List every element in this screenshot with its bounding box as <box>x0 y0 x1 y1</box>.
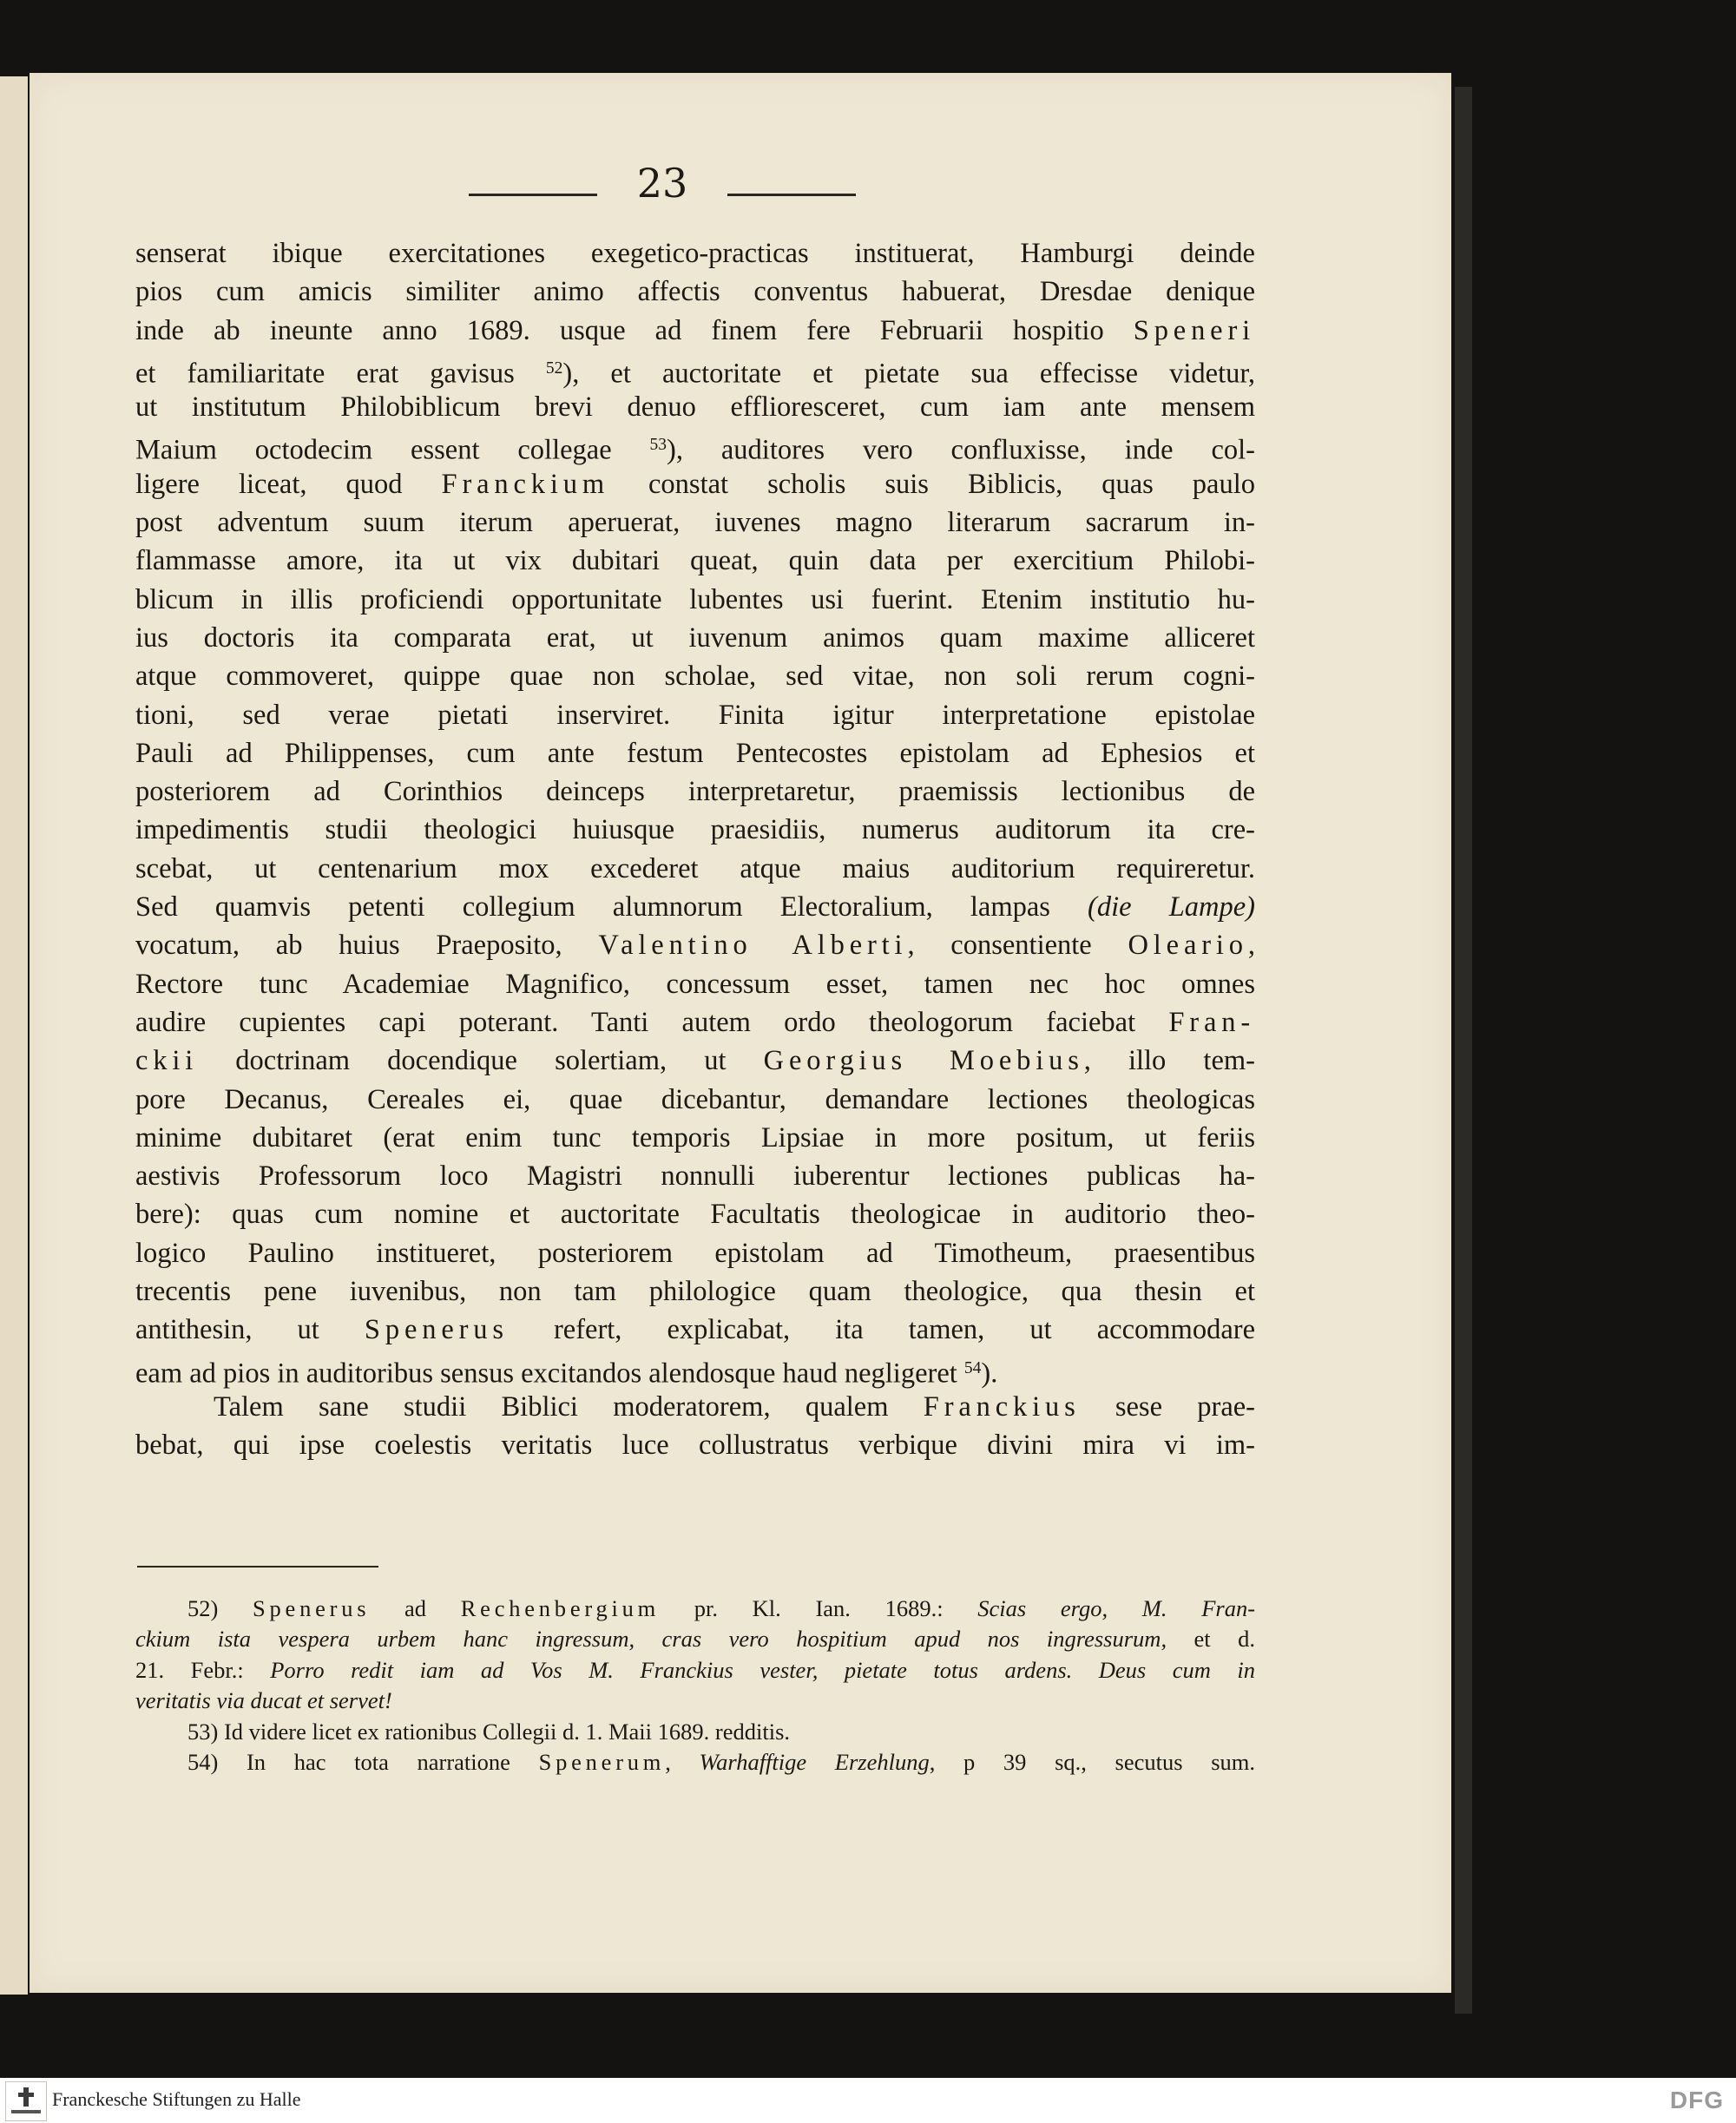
text-run: sese prae- <box>1080 1390 1255 1423</box>
text-line <box>135 888 1255 926</box>
text-run: eam ad pios in auditoribus sensus excitandos alendosque haud negligeret <box>135 1357 964 1390</box>
text-line <box>135 465 1255 503</box>
text-run: 21. Febr.: <box>135 1656 271 1683</box>
dfg-logo: DFG <box>1669 2087 1724 2113</box>
text-run: doctrinam docendique solertiam, ut <box>198 1045 764 1077</box>
text-line <box>135 1119 1255 1157</box>
text-line <box>135 1195 1255 1233</box>
text-run: senserat ibique exercitationes exegetico-practicas instituerat, Hamburgi deinde <box>135 238 1255 269</box>
text-run: ad <box>370 1595 461 1621</box>
text-run: atque commoveret, quippe quae non scholae, sed vitae, non soli rerum cogni- <box>135 661 1255 693</box>
text-run: 53) Id videre licet ex rationibus Collegii d. 1. Maii 1689. redditis. <box>187 1718 791 1745</box>
italic-text: Scias ergo, M. Fran- <box>977 1595 1256 1621</box>
footnote-line <box>135 1655 1255 1686</box>
text-run: 52) <box>187 1595 253 1621</box>
text-run: , <box>1247 930 1256 962</box>
text-line <box>135 1157 1255 1195</box>
text-line <box>135 657 1255 695</box>
text-run: 54) In hac tota narratione <box>187 1748 539 1775</box>
footnote-marker: 54 <box>963 1358 982 1377</box>
text-line <box>135 542 1255 580</box>
text-line <box>135 696 1255 734</box>
footnote-line <box>135 1624 1255 1654</box>
text-run: , consentiente <box>907 930 1128 962</box>
italic-text: Warhafftige Erzehlung <box>699 1748 930 1775</box>
text-run: ), et auctoritate et pietate sua effecisse videtur, <box>562 358 1255 390</box>
text-run: pios cum amicis similiter animo affectis conventus habuerat, Dresdae denique <box>135 276 1255 308</box>
facing-page-edge <box>0 76 28 1995</box>
text-run: vocatum, ab huius Praeposito, <box>135 930 599 962</box>
spaced-name: Franckium <box>441 468 609 500</box>
text-line <box>135 1234 1255 1272</box>
text-line <box>135 926 1255 964</box>
text-run: , illo tem- <box>1083 1045 1255 1077</box>
text-run: pr. Kl. Ian. 1689.: <box>660 1595 978 1621</box>
footnote-marker: 52 <box>545 358 563 378</box>
book-binding-edge <box>1455 87 1472 2014</box>
spaced-name: Speneri <box>1133 314 1255 346</box>
text-line <box>135 772 1255 811</box>
italic-text: ckium ista vespera urbem hanc ingressum, cras vero hospitium apud nos ingressurum, <box>135 1626 1167 1653</box>
text-line <box>135 1272 1255 1311</box>
text-line <box>135 503 1255 542</box>
text-run: inde ab ineunte anno 1689. usque ad finem fere Februarii hospitio <box>135 314 1134 346</box>
text-run: impedimentis studii theologici huiusque praesidiis, numerus auditorum ita cre- <box>135 814 1255 846</box>
footnotes <box>135 1594 1255 1778</box>
spaced-name: Fran- <box>1168 1006 1255 1038</box>
text-run: Talem sane studii Biblici moderatorem, qualem <box>214 1390 924 1423</box>
text-run: scebat, ut centenarium mox excederet atque maius auditorium requireretur. <box>135 852 1255 884</box>
italic-text: Porro redit iam ad Vos M. Franckius vester, pietate totus ardens. Deus cum in <box>270 1656 1255 1683</box>
text-run: antithesin, ut <box>135 1314 365 1346</box>
text-line <box>135 388 1255 426</box>
footnote-rule <box>137 1566 378 1568</box>
footnote-line <box>135 1686 1255 1716</box>
text-run: blicum in illis proficiendi opportunitate lubentes usi fuerint. Etenim institutio hu- <box>135 583 1255 615</box>
text-run: ). <box>981 1357 998 1390</box>
institution-name: Franckesche Stiftungen zu Halle <box>52 2088 301 2110</box>
text-line <box>135 965 1255 1003</box>
text-run: et d. <box>1167 1626 1255 1653</box>
text-line <box>135 1388 1255 1426</box>
text-line <box>135 734 1255 772</box>
footnote-line <box>135 1717 1255 1747</box>
text-run: tioni, sed verae pietati inserviret. Finita igitur interpretatione epistolae <box>135 699 1255 731</box>
text-line <box>135 1081 1255 1119</box>
text-run: pore Decanus, Cereales ei, quae dicebantur, demandare lectiones theologicas <box>135 1083 1255 1115</box>
text-line <box>135 350 1255 388</box>
text-run: et familiaritate erat gavisus <box>135 358 546 390</box>
text-run: Maium octodecim essent collegae <box>135 435 650 467</box>
text-run: bebat, qui ipse coelestis veritatis luce collustratus verbique divini mira vi im- <box>135 1430 1255 1462</box>
italic-text: veritatis via ducat et servet! <box>135 1687 392 1714</box>
spaced-name: Oleario <box>1128 930 1248 962</box>
text-run: ut institutum Philobiblicum brevi denuo efflioresceret, cum iam ante mensem <box>135 391 1255 424</box>
text-run: aestivis Professorum loco Magistri nonnulli iuberentur lectiones publicas ha- <box>135 1160 1255 1193</box>
text-run: minime dubitaret (erat enim tunc temporis Lipsiae in more positum, ut feriis <box>135 1121 1255 1154</box>
spaced-name: Franckius <box>923 1390 1081 1423</box>
text-line <box>135 1426 1255 1464</box>
text-run: flammasse amore, ita ut vix dubitari queat, quin data per exercitium Philobi- <box>135 545 1255 577</box>
text-line <box>135 426 1255 467</box>
text-run: Rectore tunc Academiae Magnifico, concessum esset, tamen nec hoc omnes <box>135 968 1255 1000</box>
text-line <box>135 273 1255 311</box>
text-line <box>135 811 1255 849</box>
text-run: ligere liceat, quod <box>135 468 442 500</box>
text-line <box>135 850 1255 888</box>
spaced-name: Valentino Alberti <box>598 930 908 962</box>
header-rule-left <box>469 194 597 196</box>
text-run: post adventum suum iterum aperuerat, iuvenes magno literarum sacrarum in- <box>135 507 1255 539</box>
text-run: ), auditores vero confluxisse, inde col- <box>667 435 1255 467</box>
text-run: Pauli ad Philippenses, cum ante festum Pentecostes epistolam ad Ephesios et <box>135 737 1255 769</box>
text-run: bere): quas cum nomine et auctoritate Facultatis theologicae in auditorio theo- <box>135 1199 1255 1231</box>
book-page <box>30 73 1451 1993</box>
viewer-footer-bar <box>0 2078 1736 2123</box>
footnote-marker: 53 <box>649 436 667 455</box>
footnote-line <box>135 1594 1255 1624</box>
spaced-name: Spenerus <box>253 1595 371 1621</box>
text-run: audire cupientes capi poterant. Tanti autem ordo theologorum faciebat <box>135 1006 1169 1038</box>
page-number: 23 <box>636 160 688 207</box>
text-run: trecentis pene iuvenibus, non tam philologice quam theologice, qua thesin et <box>135 1276 1255 1308</box>
spaced-name: ckii <box>135 1045 199 1077</box>
text-run: , <box>665 1748 700 1775</box>
spaced-name: Spenerum <box>538 1748 666 1775</box>
spaced-name: Georgius Moebius <box>763 1045 1084 1077</box>
text-line <box>135 1311 1255 1349</box>
institution-logo-icon <box>5 2081 47 2121</box>
footnote-line <box>135 1747 1255 1778</box>
italic-text: (die Lampe) <box>1088 891 1255 923</box>
spaced-name: Spenerus <box>364 1314 509 1346</box>
text-line <box>135 234 1255 273</box>
spaced-name: Rechenbergium <box>460 1595 661 1621</box>
text-line <box>135 312 1255 350</box>
header-rule-right <box>727 194 856 196</box>
text-line <box>135 1350 1255 1388</box>
text-line <box>135 1042 1255 1080</box>
text-run: constat scholis suis Biblicis, quas paulo <box>608 468 1255 500</box>
text-line <box>135 581 1255 619</box>
text-run: Sed quamvis petenti collegium alumnorum Electoralium, lampas <box>135 891 1088 923</box>
text-run: ius doctoris ita comparata erat, ut iuvenum animos quam maxime alliceret <box>135 621 1255 654</box>
text-line <box>135 619 1255 657</box>
text-run: posteriorem ad Corinthios deinceps interpretaretur, praemissis lectionibus de <box>135 776 1255 808</box>
text-run: , p 39 sq., secutus sum. <box>929 1748 1255 1775</box>
main-text <box>135 234 1255 1465</box>
text-run: logico Paulino institueret, posteriorem epistolam ad Timotheum, praesentibus <box>135 1237 1255 1269</box>
text-line <box>135 1003 1255 1042</box>
text-run: refert, explicabat, ita tamen, ut accommodare <box>508 1314 1255 1346</box>
